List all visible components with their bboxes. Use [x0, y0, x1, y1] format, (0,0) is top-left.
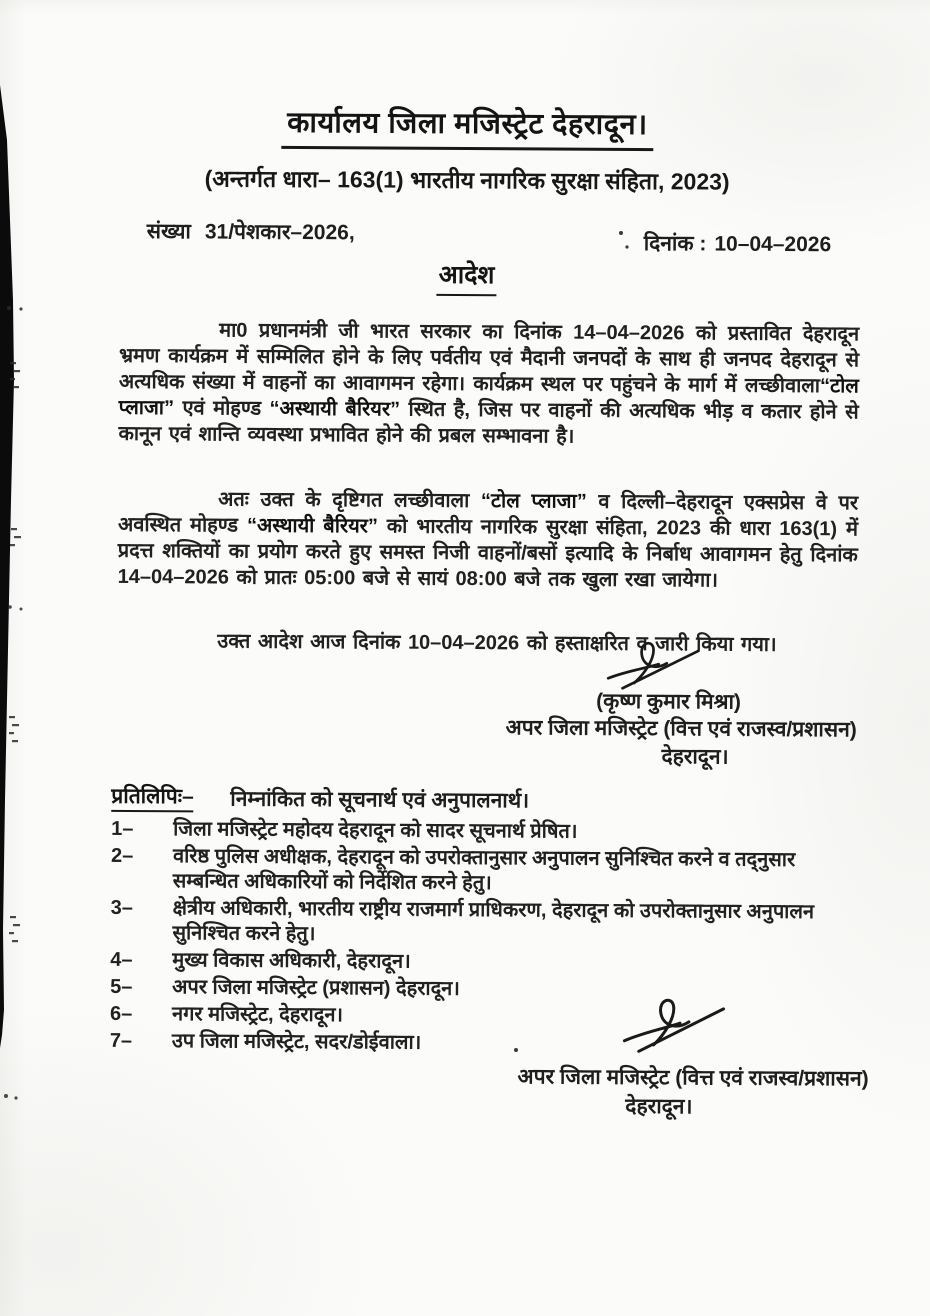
document-title-text: कार्यालय जिला मजिस्ट्रेट देहरादून। — [281, 102, 654, 151]
copy-section-intro: निम्नांकित को सूचनार्थ एवं अनुपालनार्थ। — [230, 787, 530, 813]
signature-scribble-icon — [603, 637, 705, 692]
copy-list-item — [110, 1002, 862, 1032]
date-value: 10–04–2026 — [714, 232, 832, 257]
copy-section-heading — [111, 782, 193, 811]
date-label: दिनांक : — [643, 232, 707, 256]
copy-list-item — [111, 817, 863, 847]
copy-item-number: 5– — [110, 975, 133, 998]
copy-list-item — [110, 1029, 862, 1059]
paragraph-indent — [119, 336, 219, 337]
signatory-name: (कृष्ण कुमार मिश्रा) — [596, 689, 742, 714]
copy-list — [110, 817, 863, 1061]
signatory-designation: अपर जिला मजिस्ट्रेट (वित्त एवं राजस्व/प्रशासन) — [505, 716, 857, 742]
order-paragraph-2 — [118, 486, 859, 595]
paragraph-indent — [117, 647, 217, 648]
copy-item-text: क्षेत्रीय अधिकारी, भारतीय राष्ट्रीय राजमार्ग प्राधिकरण, देहरादून को उपरोक्तानुसार अनुपालन सुनिश्चित करने हेतु। — [172, 897, 815, 946]
copy-item-text: जिला मजिस्ट्रेट महोदय देहरादून को सादर सूचनार्थ प्रेषित। — [173, 818, 578, 843]
copy-list-item — [110, 975, 862, 1005]
footer-signatory-designation: अपर जिला मजिस्ट्रेट (वित्त एवं राजस्व/प्रशासन) — [517, 1065, 869, 1091]
copy-item-number: 1– — [111, 817, 134, 840]
signatory-place: देहरादून। — [661, 745, 729, 769]
copy-item-text: उप जिला मजिस्ट्रेट, सदर/डोईवाला। — [171, 1030, 422, 1054]
signature-scribble-icon — [616, 992, 734, 1055]
reference-number-value: 31/पेशकार–2026, — [204, 220, 355, 245]
order-paragraph-1-text: मा0 प्रधानमंत्री जी भारत सरकार का दिनांक 14–04–2026 को प्रस्तावित देहरादून भ्रमण कार्यक्रम में सम्मिलित होने के लिए पर्वतीय एवं मैदानी जनपदों के साथ ही जनपद देहरादून से अत्यधिक संख्या में वाहनों का आवागमन रहेगा। कार्यक्रम स्थल पर पहुंचने के मार्ग में लच्छीवाला“टोल प्लाजा” एवं मोहण्ड “अस्थायी बैरियर” स्थित है, जिस पर वाहनों की अत्यधिक भीड़ व कतार होने से कानून एवं शान्ति व्यवस्था प्रभावित होने की प्रबल सम्भावना है। — [118, 319, 860, 448]
copy-section-heading-text: प्रतिलिपिः– — [111, 785, 193, 813]
copy-item-number: 4– — [110, 948, 133, 971]
order-paragraph-1 — [118, 317, 859, 452]
paragraph-indent — [118, 505, 218, 506]
copy-list-item — [111, 844, 863, 899]
reference-number-line — [147, 217, 355, 246]
order-heading — [1, 254, 930, 299]
order-paragraph-3 — [117, 628, 857, 659]
document-title — [2, 100, 930, 153]
copy-item-number: 7– — [109, 1029, 133, 1052]
copy-list-item — [110, 948, 862, 978]
copy-item-number: 2– — [110, 844, 134, 867]
copy-item-number: 3– — [110, 896, 133, 919]
order-paragraph-2-text: अतः उक्त के दृष्टिगत लच्छीवाला “टोल प्लाजा” व दिल्ली–देहरादून एक्सप्रेस वे पर अवस्थित मोहण्ड “अस्थायी बैरियर” को भारतीय नागरिक सुरक्षा संहिता, 2023 की धारा 163(1) में प्रदत्त शक्तियों का प्रयोग करते हुए समस्त निजी वाहनों/बसों इत्यादि के निर्बाध आवागमन हेतु दिनांक 14–04–2026 को प्रातः 05:00 बजे से सायं 08:00 बजे तक खुला रखा जायेगा। — [117, 488, 859, 592]
copy-item-text: अपर जिला मजिस्ट्रेट (प्रशासन) देहरादून। — [172, 976, 460, 1000]
footer-signatory-place: देहरादून। — [625, 1094, 693, 1119]
copy-item-text: मुख्य विकास अधिकारी, देहरादून। — [172, 949, 411, 973]
order-heading-text: आदेश — [436, 257, 496, 296]
date-line — [644, 229, 832, 258]
copy-list-item — [110, 896, 862, 951]
document-subtitle: (अन्तर्गत धारा– 163(1) भारतीय नागरिक सुरक्षा संहिता, 2023) — [204, 165, 730, 195]
copy-item-text: वरिष्ठ पुलिस अधीक्षक, देहरादून को उपरोक्तानुसार अनुपालन सुनिश्चित करने व तद्नुसार सम्बन्धित अधिकारियों को निर्देशित करने हेतु। — [172, 845, 796, 895]
reference-number-label: संख्या — [146, 220, 191, 244]
order-paragraph-3-text: उक्त आदेश आज दिनांक 10–04–2026 को हस्ताक्षरित व जारी किया गया। — [217, 630, 777, 656]
copy-item-text: नगर मजिस्ट्रेट, देहरादून। — [171, 1003, 344, 1027]
copy-item-number: 6– — [109, 1002, 133, 1025]
